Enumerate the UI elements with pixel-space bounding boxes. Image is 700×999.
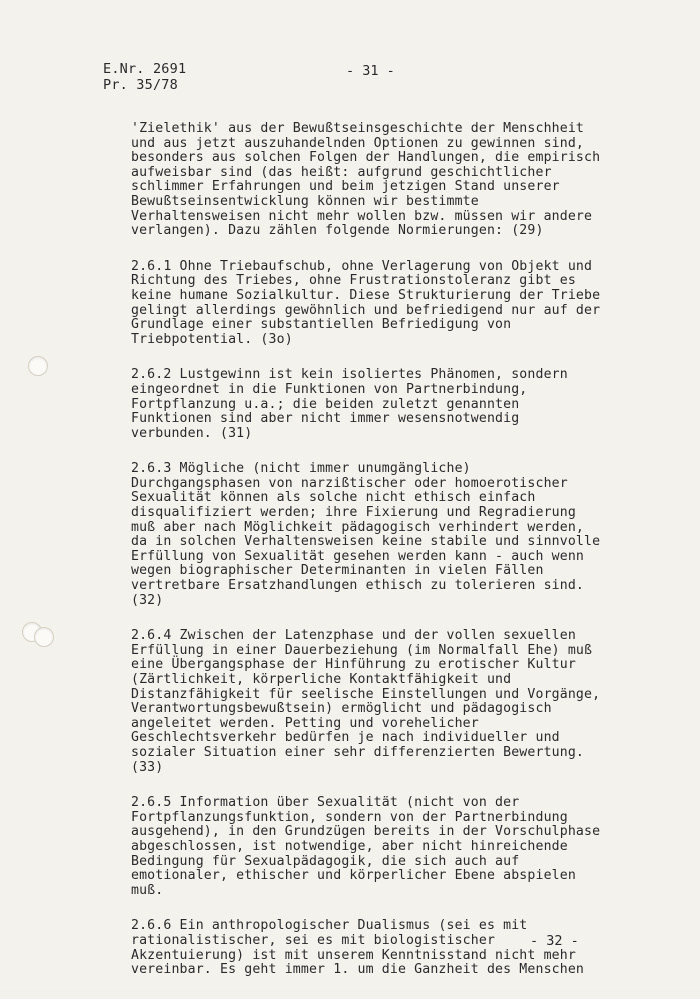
paragraph-2-6-6: 2.6.6 Ein anthropologischer Dualismus (sei es mit rationalistischer, sei es mit biologistischer Akzentuierung) ist mit unserem Kenntnisstand nicht mehr vereinbar. Es geht immer 1. um die Ganzheit des Menschen — [131, 918, 585, 978]
reference-block — [103, 61, 186, 93]
paragraph-2-6-2: 2.6.2 Lustgewinn ist kein isoliertes Phänomen, sondern eingeordnet in die Funktionen von Partnerbindung, Fortpflanzung u.a.; die beiden zuletzt genannten Funktionen sind aber nicht immer wesensnotwendig verbunden. (31) — [131, 367, 576, 441]
punch-hole-lower-right — [34, 627, 54, 647]
body-text — [131, 121, 609, 999]
paragraph-2-6-5: 2.6.5 Information über Sexualität (nicht von der Fortpflanzungsfunktion, sondern von der Partnerbindung ausgehend), in den Grundzügen bereits in der Vorschulphase abgeschlossen, ist notwendige, aber nicht hinreichende Bedingung für Sexualpädagogik, die sich auch auf emotionaler, ethischer und körperlicher Ebene abspielen muß. — [131, 795, 609, 898]
paragraph-2-6-4: 2.6.4 Zwischen der Latenzphase und der vollen sexuellen Erfüllung in einer Dauerbeziehung (im Normalfall Ehe) muß eine Übergangsphase der Hinführung zu erotischer Kultur (Zärtlichkeit, körperliche Kontaktfähigkeit und Distanzfähigkeit für seelische Einstellungen und Vorgänge, Verantwortungsbewußtsein) ermöglicht und pädagogisch angeleitet werden. Petting und vorehelicher Geschlechtsverkehr bedürfen je nach individueller und sozialer Situation einer sehr differenzierten Bewertung. (33) — [131, 628, 609, 775]
paragraph-intro: 'Zielethik' aus der Bewußtseinsgeschichte der Menschheit und aus jetzt auszuhandelnden Optionen zu gewinnen sind, besonders aus solchen Folgen der Handlungen, die empirisch aufweisbar sind (das heißt: aufgrund geschichtlicher schlimmer Erfahrungen und beim jetzigen Stand unserer Bewußtseinsentwicklung können wir bestimmte Verhaltensweisen nicht mehr wollen bzw. müssen wir andere verlangen). Dazu zählen folgende Normierungen: (29) — [131, 121, 609, 239]
protocol-number: Pr. 35/78 — [103, 77, 178, 93]
paragraph-2-6-1: 2.6.1 Ohne Triebaufschub, ohne Verlagerung von Objekt und Richtung des Triebes, ohne Frustrationstoleranz gibt es keine humane Sozialkultur. Diese Strukturierung der Triebe gelingt allerdings gewöhnlich und befriedigend nur auf der Grundlage einer substantiellen Befriedigung von Triebpotential. (3o) — [131, 258, 609, 347]
punch-hole-upper — [28, 356, 48, 376]
paragraph-2-6-3: 2.6.3 Mögliche (nicht immer unumgängliche) Durchgangsphasen von narzißtischer oder homoerotischer Sexualität können als solche nicht ethisch einfach disqualifiziert werden; ihre Fixierung und Regradierung muß aber nach Möglichkeit pädagogisch verhindert werden, da in solchen Verhaltensweisen keine stabile und sinnvolle Erfüllung von Sexualität gesehen werden kann - auch wenn wegen biographischer Determinanten in vielen Fällen vertretbare Ersatzhandlungen ethisch zu tolerieren sind. (32) — [131, 461, 609, 608]
next-page-marker: - 32 - — [530, 933, 579, 949]
page-number: - 31 - — [346, 63, 395, 79]
reference-number: E.Nr. 2691 — [103, 61, 187, 77]
